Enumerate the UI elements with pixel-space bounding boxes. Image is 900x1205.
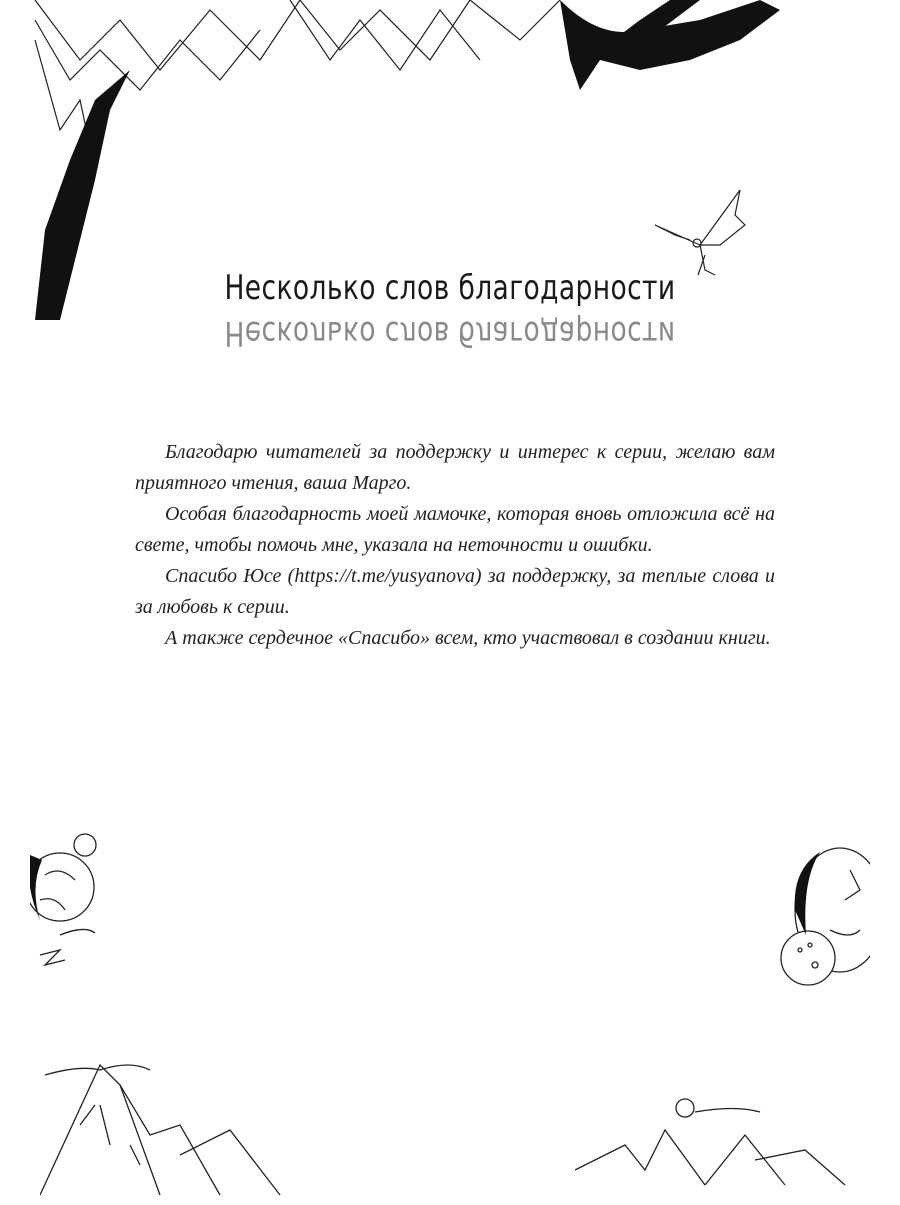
acknowledgements-text (135, 437, 775, 654)
mountains-right-illustration (575, 1090, 875, 1200)
page-title-reflection: Несколько слов благодарности (224, 313, 676, 353)
paragraph: Особая благодарность моей мамочке, которая вновь отложила всё на свете, чтобы помочь мне, указала на неточности и ошибки. (135, 503, 775, 556)
paragraph: А также сердечное «Спасибо» всем, кто участвовал в создании книги. (165, 627, 771, 649)
mountains-left-illustration (40, 1045, 340, 1205)
page-title: Несколько слов благодарности (224, 268, 676, 308)
planet-left-illustration (30, 825, 120, 975)
planets-right-illustration (770, 840, 870, 990)
paragraph: Благодарю читателей за поддержку и интерес к серии, желаю вам приятного чтения, ваша Марго. (135, 441, 775, 494)
paragraph: Спасибо Юсе (https://t.me/yusyanova) за поддержку, за теплые слова и за любовь к серии. (135, 565, 775, 618)
